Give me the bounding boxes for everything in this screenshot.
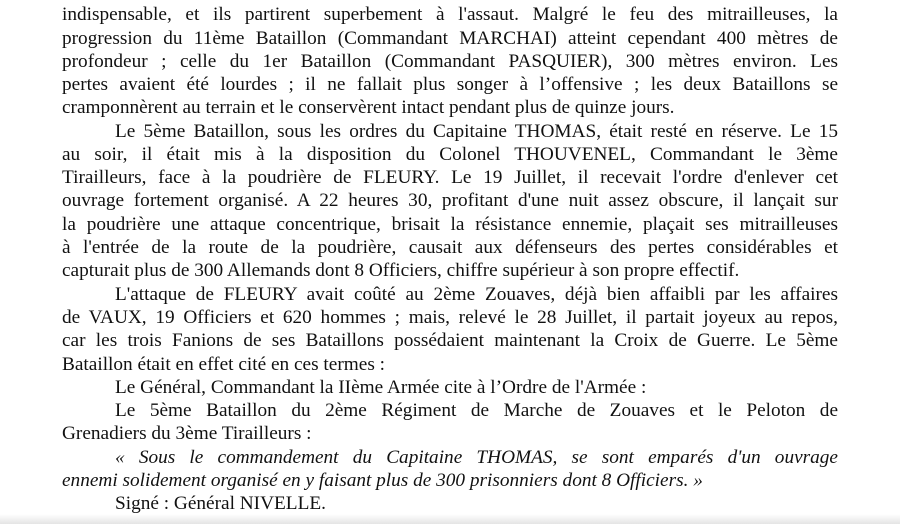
citation-quote: « Sous le commandement du Capitaine THOMAS, se sont emparés d'un ouvrage — [115, 447, 838, 468]
text-line: Tirailleurs, face à la poudrière de FLEURY. Le 19 Juillet, il recevait l'ordre d'enlever cet — [62, 167, 838, 188]
text-line: indispensable, et ils partirent superbement à l'assaut. Malgré le feu des mitrailleuses, la — [62, 4, 838, 25]
signature-line: Signé : Général NIVELLE. — [115, 493, 326, 514]
text-line: pertes avaient été lourdes ; il ne fallait plus songer à l’offensive ; les deux Bataillons se — [62, 74, 838, 95]
text-line: car les trois Fanions de ses Bataillons possédaient maintenant la Croix de Guerre. Le 5ème — [62, 330, 838, 351]
paragraph-first-line: Le 5ème Bataillon, sous les ordres du Capitaine THOMAS, était resté en réserve. Le 15 — [115, 121, 838, 142]
text-line: cramponnèrent au terrain et le conservèrent intact pendant plus de quinze jours. — [62, 97, 675, 118]
text-line: profondeur ; celle du 1er Bataillon (Commandant PASQUIER), 300 mètres environ. Les — [62, 51, 838, 72]
text-line: de VAUX, 19 Officiers et 620 hommes ; mais, relevé le 28 Juillet, il partait joyeux au repos, — [62, 307, 838, 328]
text-line: progression du 11ème Bataillon (Commandant MARCHAI) atteint cependant 400 mètres de — [62, 28, 838, 49]
text-line: au soir, il était mis à la disposition du Colonel THOUVENEL, Commandant le 3ème — [62, 144, 838, 165]
text-line: capturait plus de 300 Allemands dont 8 Officiers, chiffre supérieur à son propre effectif. — [62, 260, 740, 281]
citation-line: Le 5ème Bataillon du 2ème Régiment de Marche de Zouaves et le Peloton de — [115, 400, 838, 421]
text-line: la poudrière une attaque concentrique, brisait la résistance ennemie, plaçait ses mitrailleuses — [62, 214, 838, 235]
citation-line: Grenadiers du 3ème Tirailleurs : — [62, 423, 312, 444]
text-line: Bataillon était en effet cité en ces termes : — [62, 354, 385, 375]
paragraph-first-line: L'attaque de FLEURY avait coûté au 2ème Zouaves, déjà bien affaibli par les affaires — [115, 284, 838, 305]
text-line: à l'entrée de la route de la poudrière, causait aux défenseurs des pertes considérables et — [62, 237, 838, 258]
page-edge-shadow — [0, 514, 900, 524]
text-line: ouvrage fortement organisé. A 22 heures 30, profitant d'une nuit assez obscure, il lançait sur — [62, 190, 838, 211]
citation-header: Le Général, Commandant la IIème Armée cite à l’Ordre de l'Armée : — [115, 377, 647, 398]
citation-quote: ennemi solidement organisé en y faisant plus de 300 prisonniers dont 8 Officiers. » — [62, 470, 703, 491]
